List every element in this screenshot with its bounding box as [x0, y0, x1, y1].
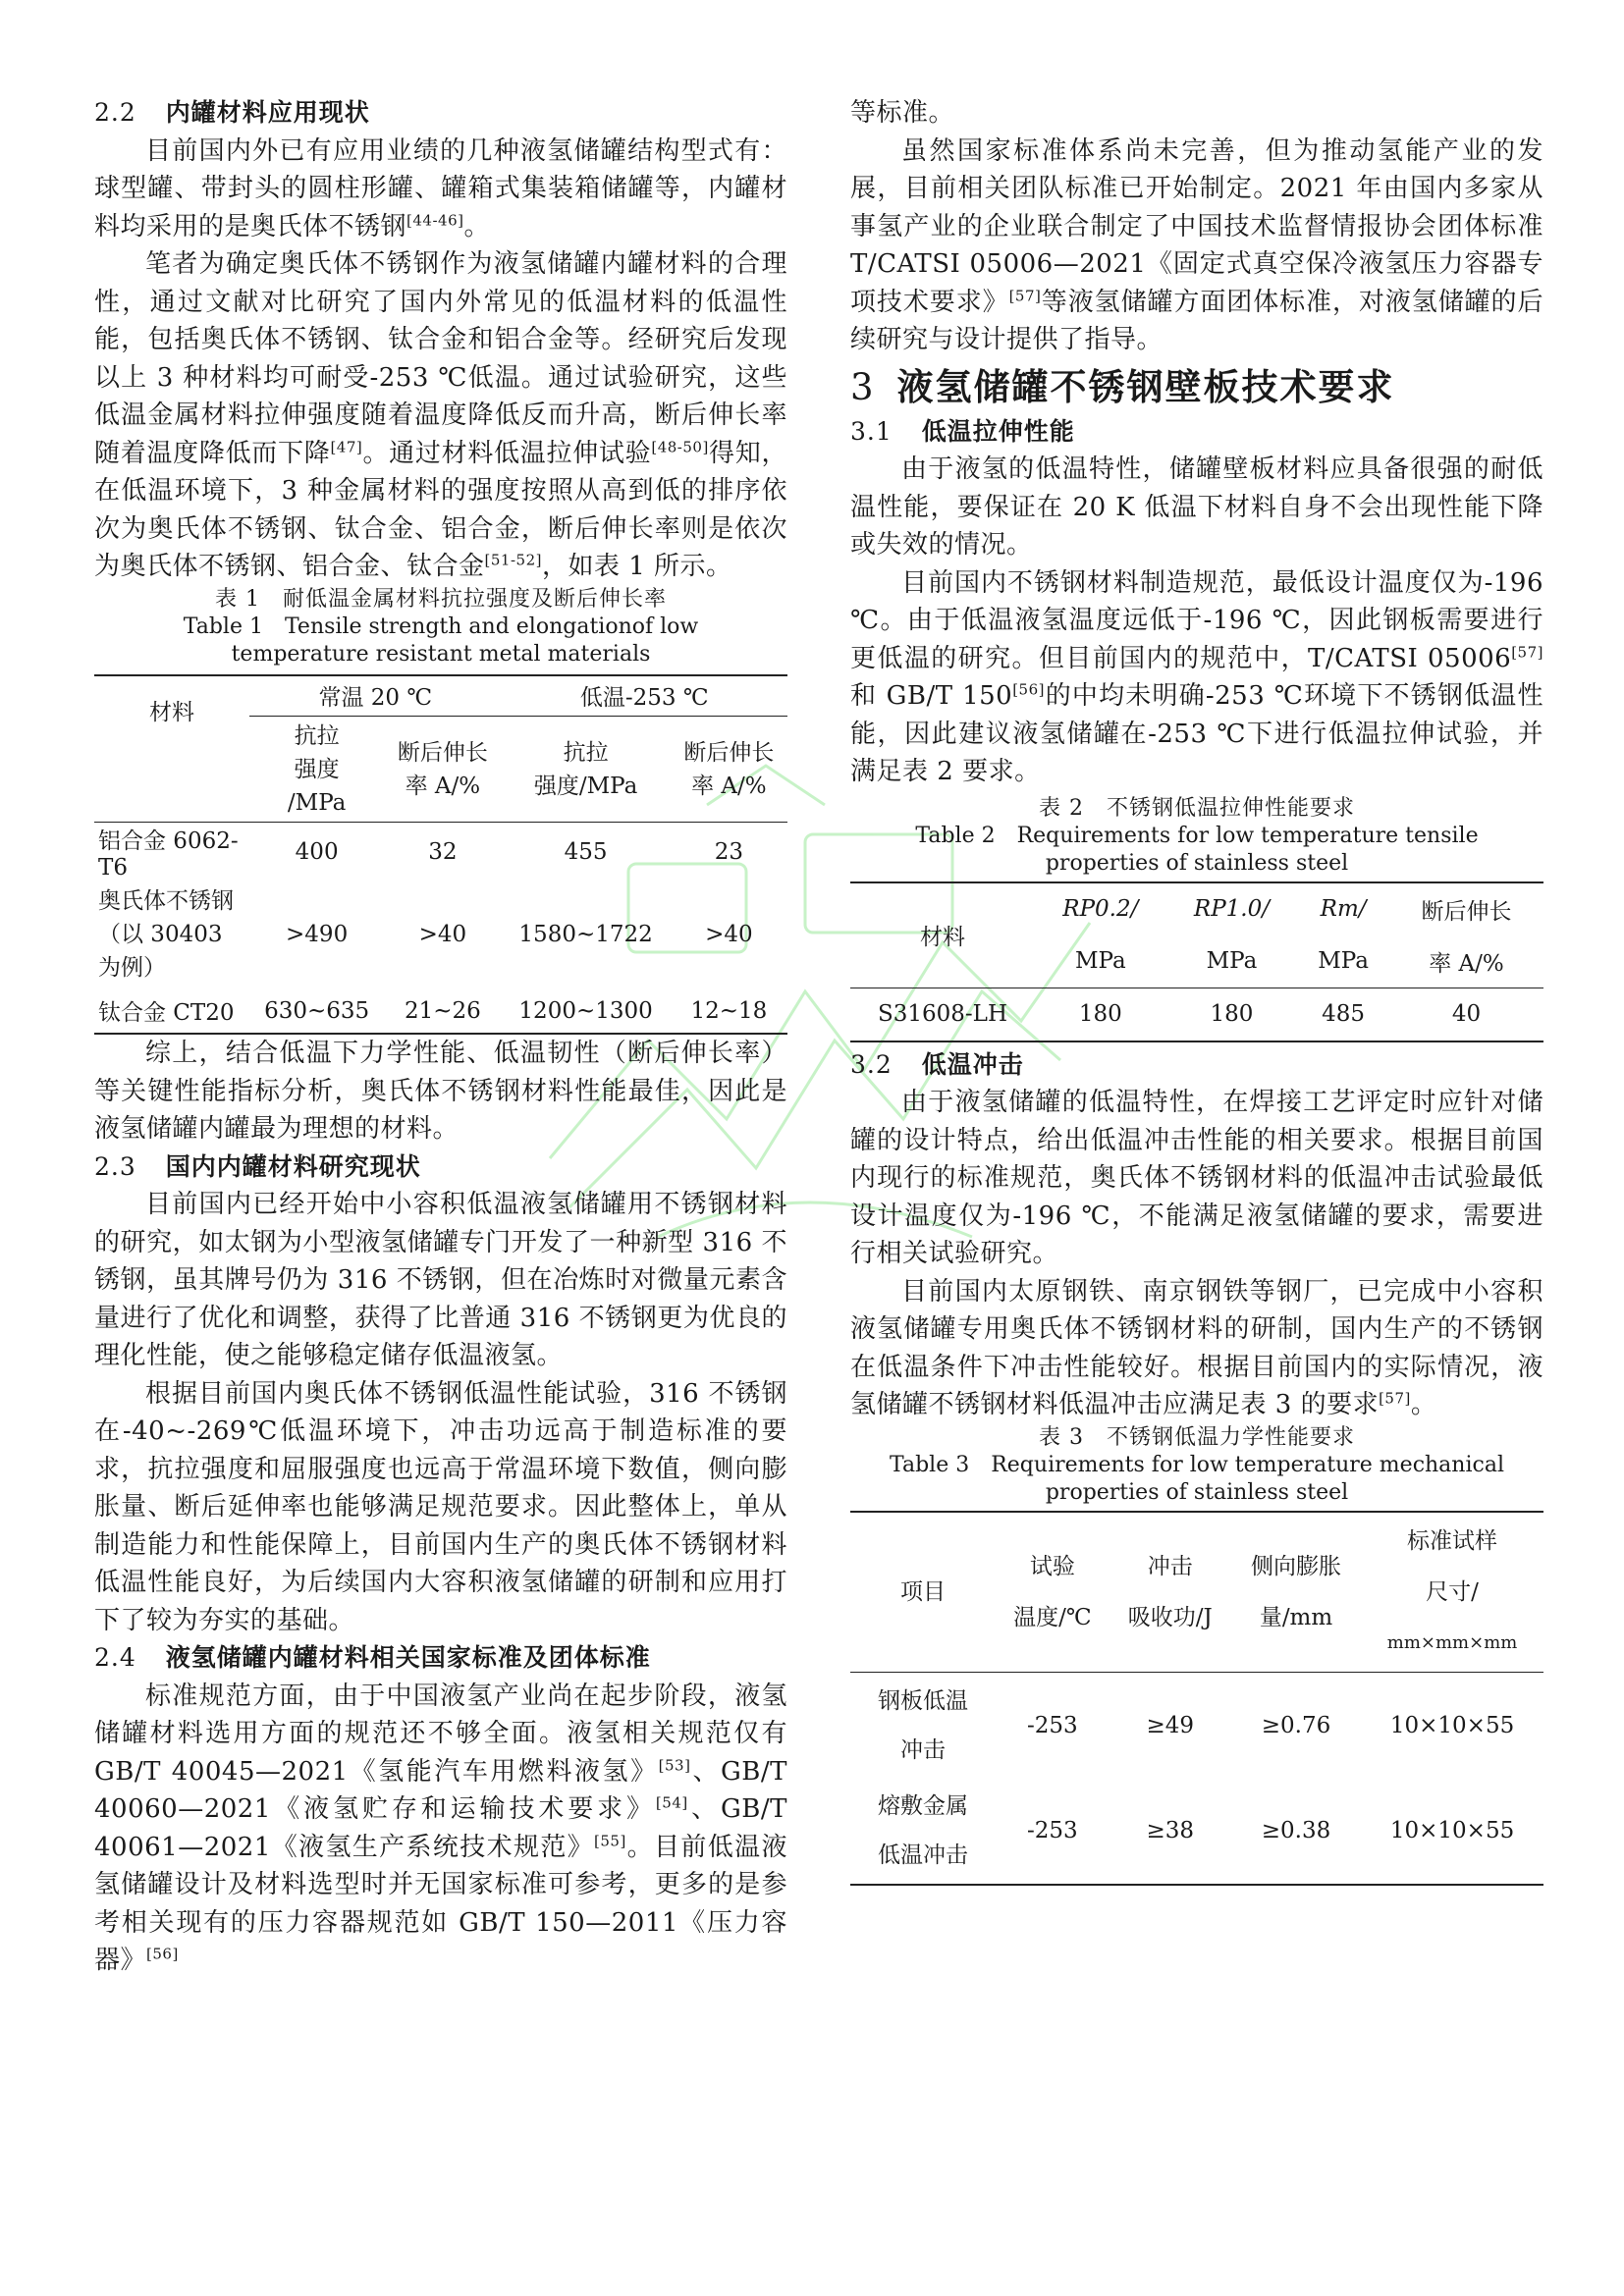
table-1-header-strength-253: 抗拉 强度/MPa	[533, 739, 638, 799]
table-2-caption-en: Table 2 Requirements for low temperature tensile properties of stainless steel	[915, 823, 1479, 876]
table-1-header-elongation-20: 断后伸长 率 A/%	[397, 739, 488, 799]
table-2-header-rm: Rm/	[1320, 896, 1367, 922]
table-1-header-material: 材料	[94, 675, 249, 823]
section-3-1-paragraph-2: 目前国内不锈钢材料制造规范，最低设计温度仅为-196 ℃。由于低温液氢温度远低于-196 ℃，因此钢板需要进行更低温的研究。但目前国内的规范中，T/CATSI 05006[57]和 GB/T 150[56]的中均未明确-253 ℃环境下不锈钢低温性能，因此建议液氢储罐在-253 ℃下进行低温拉伸试验，并满足表 2 要求。	[850, 567, 1543, 786]
section-2-3-heading: 2.3 国内内罐材料研究现状	[94, 1151, 421, 1181]
table-1-header-strength-20: 抗拉 强度 /MPa	[287, 722, 347, 816]
table-3-caption-en: Table 3 Requirements for low temperature mechanical properties of stainless steel	[890, 1452, 1504, 1505]
table-3-header-item: 项目	[900, 1578, 946, 1605]
table-row: 铝合金 6062-T6 400 32 455 23	[98, 828, 743, 881]
section-3-2-paragraph-2: 目前国内太原钢铁、南京钢铁等钢厂，已完成中小容积液氢储罐专用奥氏体不锈钢材料的研制，国内生产的不锈钢在低温条件下冲击性能较好。根据目前国内的实际情况，液氢储罐不锈钢材料低温冲击应满足表 3 的要求[57]。	[850, 1276, 1543, 1419]
section-3-1-paragraph-1: 由于液氢的低温特性，储罐壁板材料应具备很强的耐低温性能，要保证在 20 K 低温下材料自身不会出现性能下降或失效的情况。	[850, 454, 1543, 560]
section-2-2-paragraph-2: 笔者为确定奥氏体不锈钢作为液氢储罐内罐材料的合理性，通过文献对比研究了国内外常见的低温材料的低温性能，包括奥氏体不锈钢、钛合金和铝合金等。经研究后发现以上 3 种材料均可耐受-253 ℃低温。通过试验研究，这些低温金属材料拉伸强度随着温度降低反而升高，断后伸长率随着温度降低而下降[47]。通过材料低温拉伸试验[48-50]得知，在低温环境下，3 种金属材料的强度按照从高到低的排序依次为奥氏体不锈钢、钛合金、铝合金，断后伸长率则是依次为奥氏体不锈钢、铝合金、钛合金[51-52]，如表 1 所示。	[94, 249, 787, 581]
table-2: 材料 RP0.2/ RP1.0/ Rm/ 断后伸长 MPa MPa MPa 率 A/% S31608-LH 180 180 485 40	[850, 881, 1543, 1042]
table-1-header-low-temp: 低温-253 ℃	[502, 675, 787, 717]
table-row: 熔敷金属 低温冲击 -253 ≥38 ≥0.38 10×10×55	[850, 1779, 1543, 1885]
section-2-4-paragraph-2: 虽然国家标准体系尚未完善，但为推动氢能产业的发展，目前相关团队标准已开始制定。2021 年由国内多家从事氢产业的企业联合制定了中国技术监督情报协会团体标准 T/CATSI 05006—2021《固定式真空保冷液氢压力容器专项技术要求》[57]等液氢储罐方面团体标准，对液氢储罐的后续研究与设计提供了指导。	[850, 135, 1543, 354]
section-2-3-paragraph-1: 目前国内已经开始中小容积低温液氢储罐用不锈钢材料的研究，如太钢为小型液氢储罐专门开发了一种新型 316 不锈钢，虽其牌号仍为 316 不锈钢，但在冶炼时对微量元素含量进行了优化和调整，获得了比普通 316 不锈钢更为优良的理化性能，使之能够稳定储存低温液氢。	[94, 1190, 787, 1370]
table-2-caption-cn: 表 2 不锈钢低温拉伸性能要求	[1039, 795, 1355, 821]
summary-paragraph: 综上，结合低温下力学性能、低温韧性（断后伸长率）等关键性能指标分析，奥氏体不锈钢材料性能最佳，因此是液氢储罐内罐最为理想的材料。	[94, 1039, 787, 1144]
section-2-2-heading: 2.2 内罐材料应用现状	[94, 98, 370, 127]
table-1-header-normal-temp: 常温 20 ℃	[249, 675, 502, 717]
section-2-3-paragraph-2: 根据目前国内奥氏体不锈钢低温性能试验，316 不锈钢在-40~-269℃低温环境下，冲击功远高于制造标准的要求，抗拉强度和屈服强度也远高于常温环境下数值，侧向膨胀量、断后延伸率也能够满足规范要求。因此整体上，单从制造能力和性能保障上，目前国内生产的奥氏体不锈钢材料低温性能良好，为后续国内大容积液氢储罐的研制和应用打下了较为夯实的基础。	[94, 1378, 787, 1635]
section-2-4-paragraph-1: 标准规范方面，由于中国液氢产业尚在起步阶段，液氢储罐材料选用方面的规范还不够全面。液氢相关规范仅有 GB/T 40045—2021《氢能汽车用燃料液氢》[53]、GB/T 40060—2021《液氢贮存和运输技术要求》[54]、GB/T 40061—2021《液氢生产系统技术规范》[55]。目前低温液氢储罐设计及材料选型时并无国家标准可参考，更多的是参考相关现有的压力容器规范如 GB/T 150—2011《压力容器》[56]	[94, 1681, 787, 1975]
table-3-header-impact: 冲击 吸收功/J	[1127, 1553, 1213, 1630]
table-1-caption-cn: 表 1 耐低温金属材料抗拉强度及断后伸长率	[215, 586, 667, 612]
section-3-2-paragraph-1: 由于液氢储罐的低温特性，在焊接工艺评定时应针对储罐的设计特点，给出低温冲击性能的相关要求。根据目前国内现行的标准规范，奥氏体不锈钢材料的低温冲击试验最低设计温度仅为-196 ℃，不能满足液氢储罐的要求，需要进行相关试验研究。	[850, 1088, 1543, 1268]
table-3-caption-cn: 表 3 不锈钢低温力学性能要求	[1039, 1424, 1355, 1450]
table-1-header-elongation-253: 断后伸长 率 A/%	[683, 739, 775, 799]
table-3-header-lateral: 侧向膨胀 量/mm	[1251, 1553, 1341, 1630]
table-2-header-elongation: 断后伸长	[1421, 898, 1512, 925]
citation-56: [56]	[146, 1945, 179, 1963]
section-3-1-heading: 3.1 低温拉伸性能	[850, 416, 1075, 446]
section-2-4-paragraph-1-continued: 等标准。	[850, 98, 955, 128]
table-3-header-size: 标准试样 尺寸/ mm×mm×mm	[1386, 1527, 1518, 1653]
section-3-heading: 3 液氢储罐不锈钢壁板技术要求	[850, 364, 1395, 408]
section-2-4-heading: 2.4 液氢储罐内罐材料相关国家标准及团体标准	[94, 1643, 651, 1672]
section-2-2-paragraph-1: 目前国内外已有应用业绩的几种液氢储罐结构型式有：球型罐、带封头的圆柱形罐、罐箱式集装箱储罐等，内罐材料均采用的是奥氏体不锈钢[44-46]。	[94, 135, 787, 241]
table-row: 钛合金 CT20 630~635 21~26 1200~1300 12~18	[94, 988, 787, 1034]
table-1	[94, 674, 787, 1036]
table-2-header-rp10: RP1.0/	[1193, 896, 1270, 922]
right-column	[850, 94, 1543, 1886]
table-3-header-temp: 试验 温度/℃	[1013, 1553, 1092, 1630]
table-row: 奥氏体不锈钢（以 30403 为例） >490 >40 1580~1722 >40	[98, 888, 753, 981]
table-row: 钢板低温 冲击 -253 ≥49 ≥0.76 10×10×55	[878, 1687, 1515, 1763]
table-1-caption-en: Table 1 Tensile strength and elongationof low temperature resistant metal materials	[183, 614, 699, 667]
left-column	[94, 94, 787, 1980]
table-row: S31608-LH 180 180 485 40	[850, 988, 1543, 1041]
section-3-2-heading: 3.2 低温冲击	[850, 1049, 1024, 1079]
table-2-header-rp02: RP0.2/	[1062, 896, 1139, 922]
table-2-header-material: 材料	[850, 882, 1035, 988]
table-3	[850, 1511, 1543, 1886]
